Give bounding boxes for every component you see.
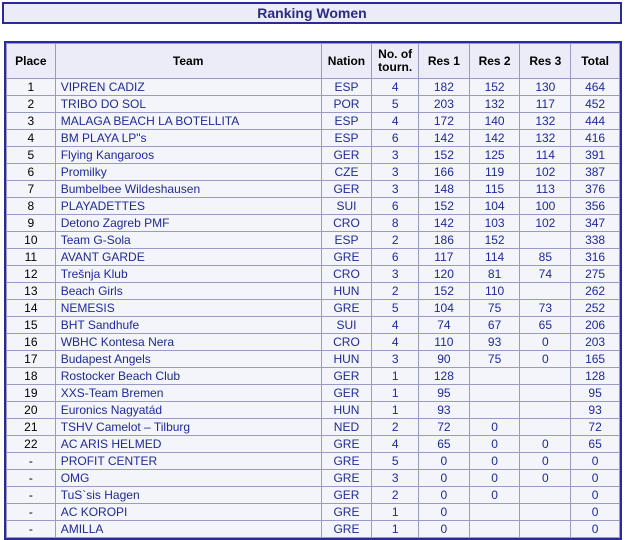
- cell-place: 6: [7, 164, 56, 181]
- cell-tournaments: 5: [372, 96, 419, 113]
- title-bar: [2, 2, 622, 24]
- cell-tournaments: 2: [372, 283, 419, 300]
- cell-place: 13: [7, 283, 56, 300]
- cell-team: AMILLA: [55, 521, 321, 538]
- cell-tournaments: 4: [372, 436, 419, 453]
- cell-res1: 152: [419, 147, 470, 164]
- cell-res2: [469, 385, 520, 402]
- cell-team: Trešnja Klub: [55, 266, 321, 283]
- cell-res2: 93: [469, 334, 520, 351]
- table-row: [7, 317, 620, 334]
- cell-res2: 115: [469, 181, 520, 198]
- cell-tournaments: 3: [372, 181, 419, 198]
- cell-team: AC KOROPI: [55, 504, 321, 521]
- cell-res1: 152: [419, 283, 470, 300]
- cell-total: 338: [571, 232, 620, 249]
- table-row: [7, 79, 620, 96]
- cell-place: 19: [7, 385, 56, 402]
- cell-res1: 142: [419, 215, 470, 232]
- cell-nation: ESP: [321, 130, 372, 147]
- cell-res1: 0: [419, 453, 470, 470]
- cell-place: 5: [7, 147, 56, 164]
- cell-nation: NED: [321, 419, 372, 436]
- cell-team: Promilky: [55, 164, 321, 181]
- table-row: [7, 436, 620, 453]
- cell-team: XXS-Team Bremen: [55, 385, 321, 402]
- cell-nation: HUN: [321, 402, 372, 419]
- table-row: [7, 402, 620, 419]
- cell-place: 21: [7, 419, 56, 436]
- cell-nation: ESP: [321, 232, 372, 249]
- cell-total: 128: [571, 368, 620, 385]
- cell-total: 0: [571, 504, 620, 521]
- cell-tournaments: 4: [372, 79, 419, 96]
- cell-res3: [520, 385, 571, 402]
- cell-place: 16: [7, 334, 56, 351]
- table-row: [7, 385, 620, 402]
- cell-team: Bumbelbee Wildeshausen: [55, 181, 321, 198]
- cell-tournaments: 1: [372, 521, 419, 538]
- table-row: [7, 232, 620, 249]
- cell-res2: 0: [469, 487, 520, 504]
- cell-total: 0: [571, 453, 620, 470]
- table-row: [7, 147, 620, 164]
- cell-tournaments: 5: [372, 453, 419, 470]
- cell-res3: 132: [520, 130, 571, 147]
- header-team: Team: [55, 44, 321, 79]
- table-row: [7, 300, 620, 317]
- cell-tournaments: 1: [372, 368, 419, 385]
- table-row: [7, 215, 620, 232]
- cell-res3: 85: [520, 249, 571, 266]
- cell-total: 416: [571, 130, 620, 147]
- cell-res1: 93: [419, 402, 470, 419]
- cell-tournaments: 6: [372, 198, 419, 215]
- cell-tournaments: 2: [372, 487, 419, 504]
- header-nation: Nation: [321, 44, 372, 79]
- cell-res1: 0: [419, 521, 470, 538]
- cell-team: NEMESIS: [55, 300, 321, 317]
- header-total: Total: [571, 44, 620, 79]
- cell-tournaments: 1: [372, 504, 419, 521]
- cell-res3: [520, 283, 571, 300]
- cell-res1: 0: [419, 470, 470, 487]
- cell-tournaments: 2: [372, 419, 419, 436]
- cell-nation: CZE: [321, 164, 372, 181]
- header-row: [7, 44, 620, 79]
- header-tournaments: [372, 44, 419, 79]
- cell-res2: 119: [469, 164, 520, 181]
- cell-total: 206: [571, 317, 620, 334]
- cell-nation: SUI: [321, 317, 372, 334]
- cell-res3: 130: [520, 79, 571, 96]
- ranking-table: [6, 43, 620, 538]
- cell-res3: 100: [520, 198, 571, 215]
- cell-team: OMG: [55, 470, 321, 487]
- cell-nation: GRE: [321, 453, 372, 470]
- cell-tournaments: 2: [372, 232, 419, 249]
- cell-team: Budapest Angels: [55, 351, 321, 368]
- cell-place: -: [7, 521, 56, 538]
- cell-nation: GRE: [321, 470, 372, 487]
- cell-team: WBHC Kontesa Nera: [55, 334, 321, 351]
- table-row: [7, 96, 620, 113]
- cell-res2: 125: [469, 147, 520, 164]
- cell-nation: HUN: [321, 283, 372, 300]
- cell-place: 11: [7, 249, 56, 266]
- cell-nation: CRO: [321, 215, 372, 232]
- cell-place: 4: [7, 130, 56, 147]
- cell-nation: POR: [321, 96, 372, 113]
- cell-res3: 117: [520, 96, 571, 113]
- cell-res2: [469, 368, 520, 385]
- cell-res1: 110: [419, 334, 470, 351]
- cell-res3: 0: [520, 453, 571, 470]
- cell-tournaments: 4: [372, 334, 419, 351]
- cell-team: Beach Girls: [55, 283, 321, 300]
- cell-total: 165: [571, 351, 620, 368]
- table-row: [7, 334, 620, 351]
- cell-res1: 186: [419, 232, 470, 249]
- cell-place: -: [7, 487, 56, 504]
- cell-res3: [520, 419, 571, 436]
- cell-total: 93: [571, 402, 620, 419]
- cell-res1: 95: [419, 385, 470, 402]
- cell-tournaments: 8: [372, 215, 419, 232]
- cell-nation: GRE: [321, 504, 372, 521]
- cell-res3: 0: [520, 470, 571, 487]
- cell-res2: [469, 521, 520, 538]
- ranking-table-container: [4, 41, 622, 540]
- cell-place: 17: [7, 351, 56, 368]
- cell-res1: 182: [419, 79, 470, 96]
- cell-place: 7: [7, 181, 56, 198]
- cell-place: 12: [7, 266, 56, 283]
- cell-res2: 67: [469, 317, 520, 334]
- cell-nation: SUI: [321, 198, 372, 215]
- cell-team: TuS`sis Hagen: [55, 487, 321, 504]
- cell-res3: 65: [520, 317, 571, 334]
- cell-res2: 152: [469, 232, 520, 249]
- cell-res2: 104: [469, 198, 520, 215]
- cell-tournaments: 5: [372, 300, 419, 317]
- cell-res2: [469, 402, 520, 419]
- cell-res2: 114: [469, 249, 520, 266]
- table-row: [7, 470, 620, 487]
- cell-nation: GER: [321, 181, 372, 198]
- cell-place: 20: [7, 402, 56, 419]
- cell-res1: 152: [419, 198, 470, 215]
- cell-tournaments: 3: [372, 470, 419, 487]
- cell-place: 3: [7, 113, 56, 130]
- cell-tournaments: 6: [372, 249, 419, 266]
- cell-team: TRIBO DO SOL: [55, 96, 321, 113]
- cell-total: 72: [571, 419, 620, 436]
- cell-res2: 81: [469, 266, 520, 283]
- table-row: [7, 266, 620, 283]
- cell-res1: 128: [419, 368, 470, 385]
- cell-total: 252: [571, 300, 620, 317]
- cell-place: 14: [7, 300, 56, 317]
- cell-nation: GER: [321, 147, 372, 164]
- cell-place: 8: [7, 198, 56, 215]
- cell-res3: [520, 402, 571, 419]
- cell-team: Euronics Nagyatád: [55, 402, 321, 419]
- cell-res1: 203: [419, 96, 470, 113]
- cell-res2: 0: [469, 470, 520, 487]
- cell-res3: [520, 487, 571, 504]
- cell-nation: GRE: [321, 300, 372, 317]
- cell-place: 10: [7, 232, 56, 249]
- cell-res1: 0: [419, 487, 470, 504]
- cell-total: 275: [571, 266, 620, 283]
- cell-nation: ESP: [321, 79, 372, 96]
- cell-res2: 0: [469, 419, 520, 436]
- cell-place: 2: [7, 96, 56, 113]
- cell-res2: 132: [469, 96, 520, 113]
- cell-res3: [520, 368, 571, 385]
- cell-res3: 0: [520, 351, 571, 368]
- cell-nation: ESP: [321, 113, 372, 130]
- cell-place: 15: [7, 317, 56, 334]
- cell-total: 0: [571, 521, 620, 538]
- cell-total: 444: [571, 113, 620, 130]
- cell-total: 347: [571, 215, 620, 232]
- cell-tournaments: 3: [372, 164, 419, 181]
- cell-res3: 73: [520, 300, 571, 317]
- cell-total: 452: [571, 96, 620, 113]
- cell-res3: 114: [520, 147, 571, 164]
- cell-res1: 148: [419, 181, 470, 198]
- table-row: [7, 521, 620, 538]
- table-row: [7, 164, 620, 181]
- table-row: [7, 249, 620, 266]
- cell-team: PLAYADETTES: [55, 198, 321, 215]
- cell-tournaments: 3: [372, 266, 419, 283]
- cell-team: BM PLAYA LP"s: [55, 130, 321, 147]
- cell-res3: 113: [520, 181, 571, 198]
- cell-nation: GRE: [321, 436, 372, 453]
- cell-nation: CRO: [321, 266, 372, 283]
- cell-nation: HUN: [321, 351, 372, 368]
- cell-total: 376: [571, 181, 620, 198]
- cell-team: PROFIT CENTER: [55, 453, 321, 470]
- cell-res2: 75: [469, 300, 520, 317]
- cell-res1: 90: [419, 351, 470, 368]
- table-row: [7, 419, 620, 436]
- cell-res2: 140: [469, 113, 520, 130]
- header-res1: Res 1: [419, 44, 470, 79]
- cell-team: MALAGA BEACH LA BOTELLITA: [55, 113, 321, 130]
- cell-res1: 142: [419, 130, 470, 147]
- cell-res3: [520, 521, 571, 538]
- cell-res2: 75: [469, 351, 520, 368]
- table-row: [7, 283, 620, 300]
- cell-team: TSHV Camelot – Tilburg: [55, 419, 321, 436]
- cell-total: 464: [571, 79, 620, 96]
- cell-res1: 172: [419, 113, 470, 130]
- cell-res3: 102: [520, 215, 571, 232]
- cell-tournaments: 3: [372, 147, 419, 164]
- cell-place: 22: [7, 436, 56, 453]
- cell-total: 203: [571, 334, 620, 351]
- cell-tournaments: 1: [372, 402, 419, 419]
- cell-res3: [520, 504, 571, 521]
- cell-total: 262: [571, 283, 620, 300]
- cell-nation: GRE: [321, 521, 372, 538]
- cell-res1: 104: [419, 300, 470, 317]
- table-row: [7, 368, 620, 385]
- header-res2: Res 2: [469, 44, 520, 79]
- table-row: [7, 181, 620, 198]
- header-place: Place: [7, 44, 56, 79]
- cell-team: Rostocker Beach Club: [55, 368, 321, 385]
- cell-tournaments: 1: [372, 385, 419, 402]
- cell-res2: 152: [469, 79, 520, 96]
- cell-total: 95: [571, 385, 620, 402]
- cell-nation: GER: [321, 487, 372, 504]
- header-tournaments-line2: tourn.: [378, 60, 413, 74]
- cell-total: 316: [571, 249, 620, 266]
- cell-place: 18: [7, 368, 56, 385]
- table-row: [7, 504, 620, 521]
- cell-place: -: [7, 453, 56, 470]
- table-row: [7, 351, 620, 368]
- header-tournaments-line1: No. of: [378, 47, 413, 61]
- table-row: [7, 130, 620, 147]
- cell-total: 356: [571, 198, 620, 215]
- cell-tournaments: 4: [372, 317, 419, 334]
- page-title: Ranking Women: [257, 5, 367, 21]
- cell-res3: [520, 232, 571, 249]
- cell-tournaments: 3: [372, 351, 419, 368]
- cell-place: 1: [7, 79, 56, 96]
- cell-res2: 0: [469, 436, 520, 453]
- cell-tournaments: 4: [372, 113, 419, 130]
- cell-team: Team G-Sola: [55, 232, 321, 249]
- cell-res3: 74: [520, 266, 571, 283]
- cell-team: VIPREN CADIZ: [55, 79, 321, 96]
- cell-total: 65: [571, 436, 620, 453]
- cell-res2: [469, 504, 520, 521]
- header-res3: Res 3: [520, 44, 571, 79]
- cell-res1: 120: [419, 266, 470, 283]
- cell-res3: 102: [520, 164, 571, 181]
- cell-team: AVANT GARDE: [55, 249, 321, 266]
- cell-nation: GRE: [321, 249, 372, 266]
- cell-res1: 65: [419, 436, 470, 453]
- table-row: [7, 487, 620, 504]
- cell-res3: 0: [520, 334, 571, 351]
- cell-res1: 0: [419, 504, 470, 521]
- cell-res2: 103: [469, 215, 520, 232]
- cell-res1: 74: [419, 317, 470, 334]
- table-row: [7, 113, 620, 130]
- cell-res1: 117: [419, 249, 470, 266]
- cell-team: Detono Zagreb PMF: [55, 215, 321, 232]
- cell-res2: 142: [469, 130, 520, 147]
- ranking-rows: [7, 79, 620, 538]
- cell-res3: 0: [520, 436, 571, 453]
- cell-total: 387: [571, 164, 620, 181]
- cell-place: -: [7, 504, 56, 521]
- cell-nation: GER: [321, 368, 372, 385]
- cell-res2: 0: [469, 453, 520, 470]
- cell-nation: CRO: [321, 334, 372, 351]
- cell-place: -: [7, 470, 56, 487]
- table-row: [7, 198, 620, 215]
- cell-total: 0: [571, 470, 620, 487]
- cell-res1: 166: [419, 164, 470, 181]
- cell-res3: 132: [520, 113, 571, 130]
- cell-team: AC ARIS HELMED: [55, 436, 321, 453]
- cell-team: Flying Kangaroos: [55, 147, 321, 164]
- cell-res2: 110: [469, 283, 520, 300]
- cell-tournaments: 6: [372, 130, 419, 147]
- cell-place: 9: [7, 215, 56, 232]
- cell-total: 0: [571, 487, 620, 504]
- cell-team: BHT Sandhufe: [55, 317, 321, 334]
- table-row: [7, 453, 620, 470]
- cell-nation: GER: [321, 385, 372, 402]
- cell-total: 391: [571, 147, 620, 164]
- cell-res1: 72: [419, 419, 470, 436]
